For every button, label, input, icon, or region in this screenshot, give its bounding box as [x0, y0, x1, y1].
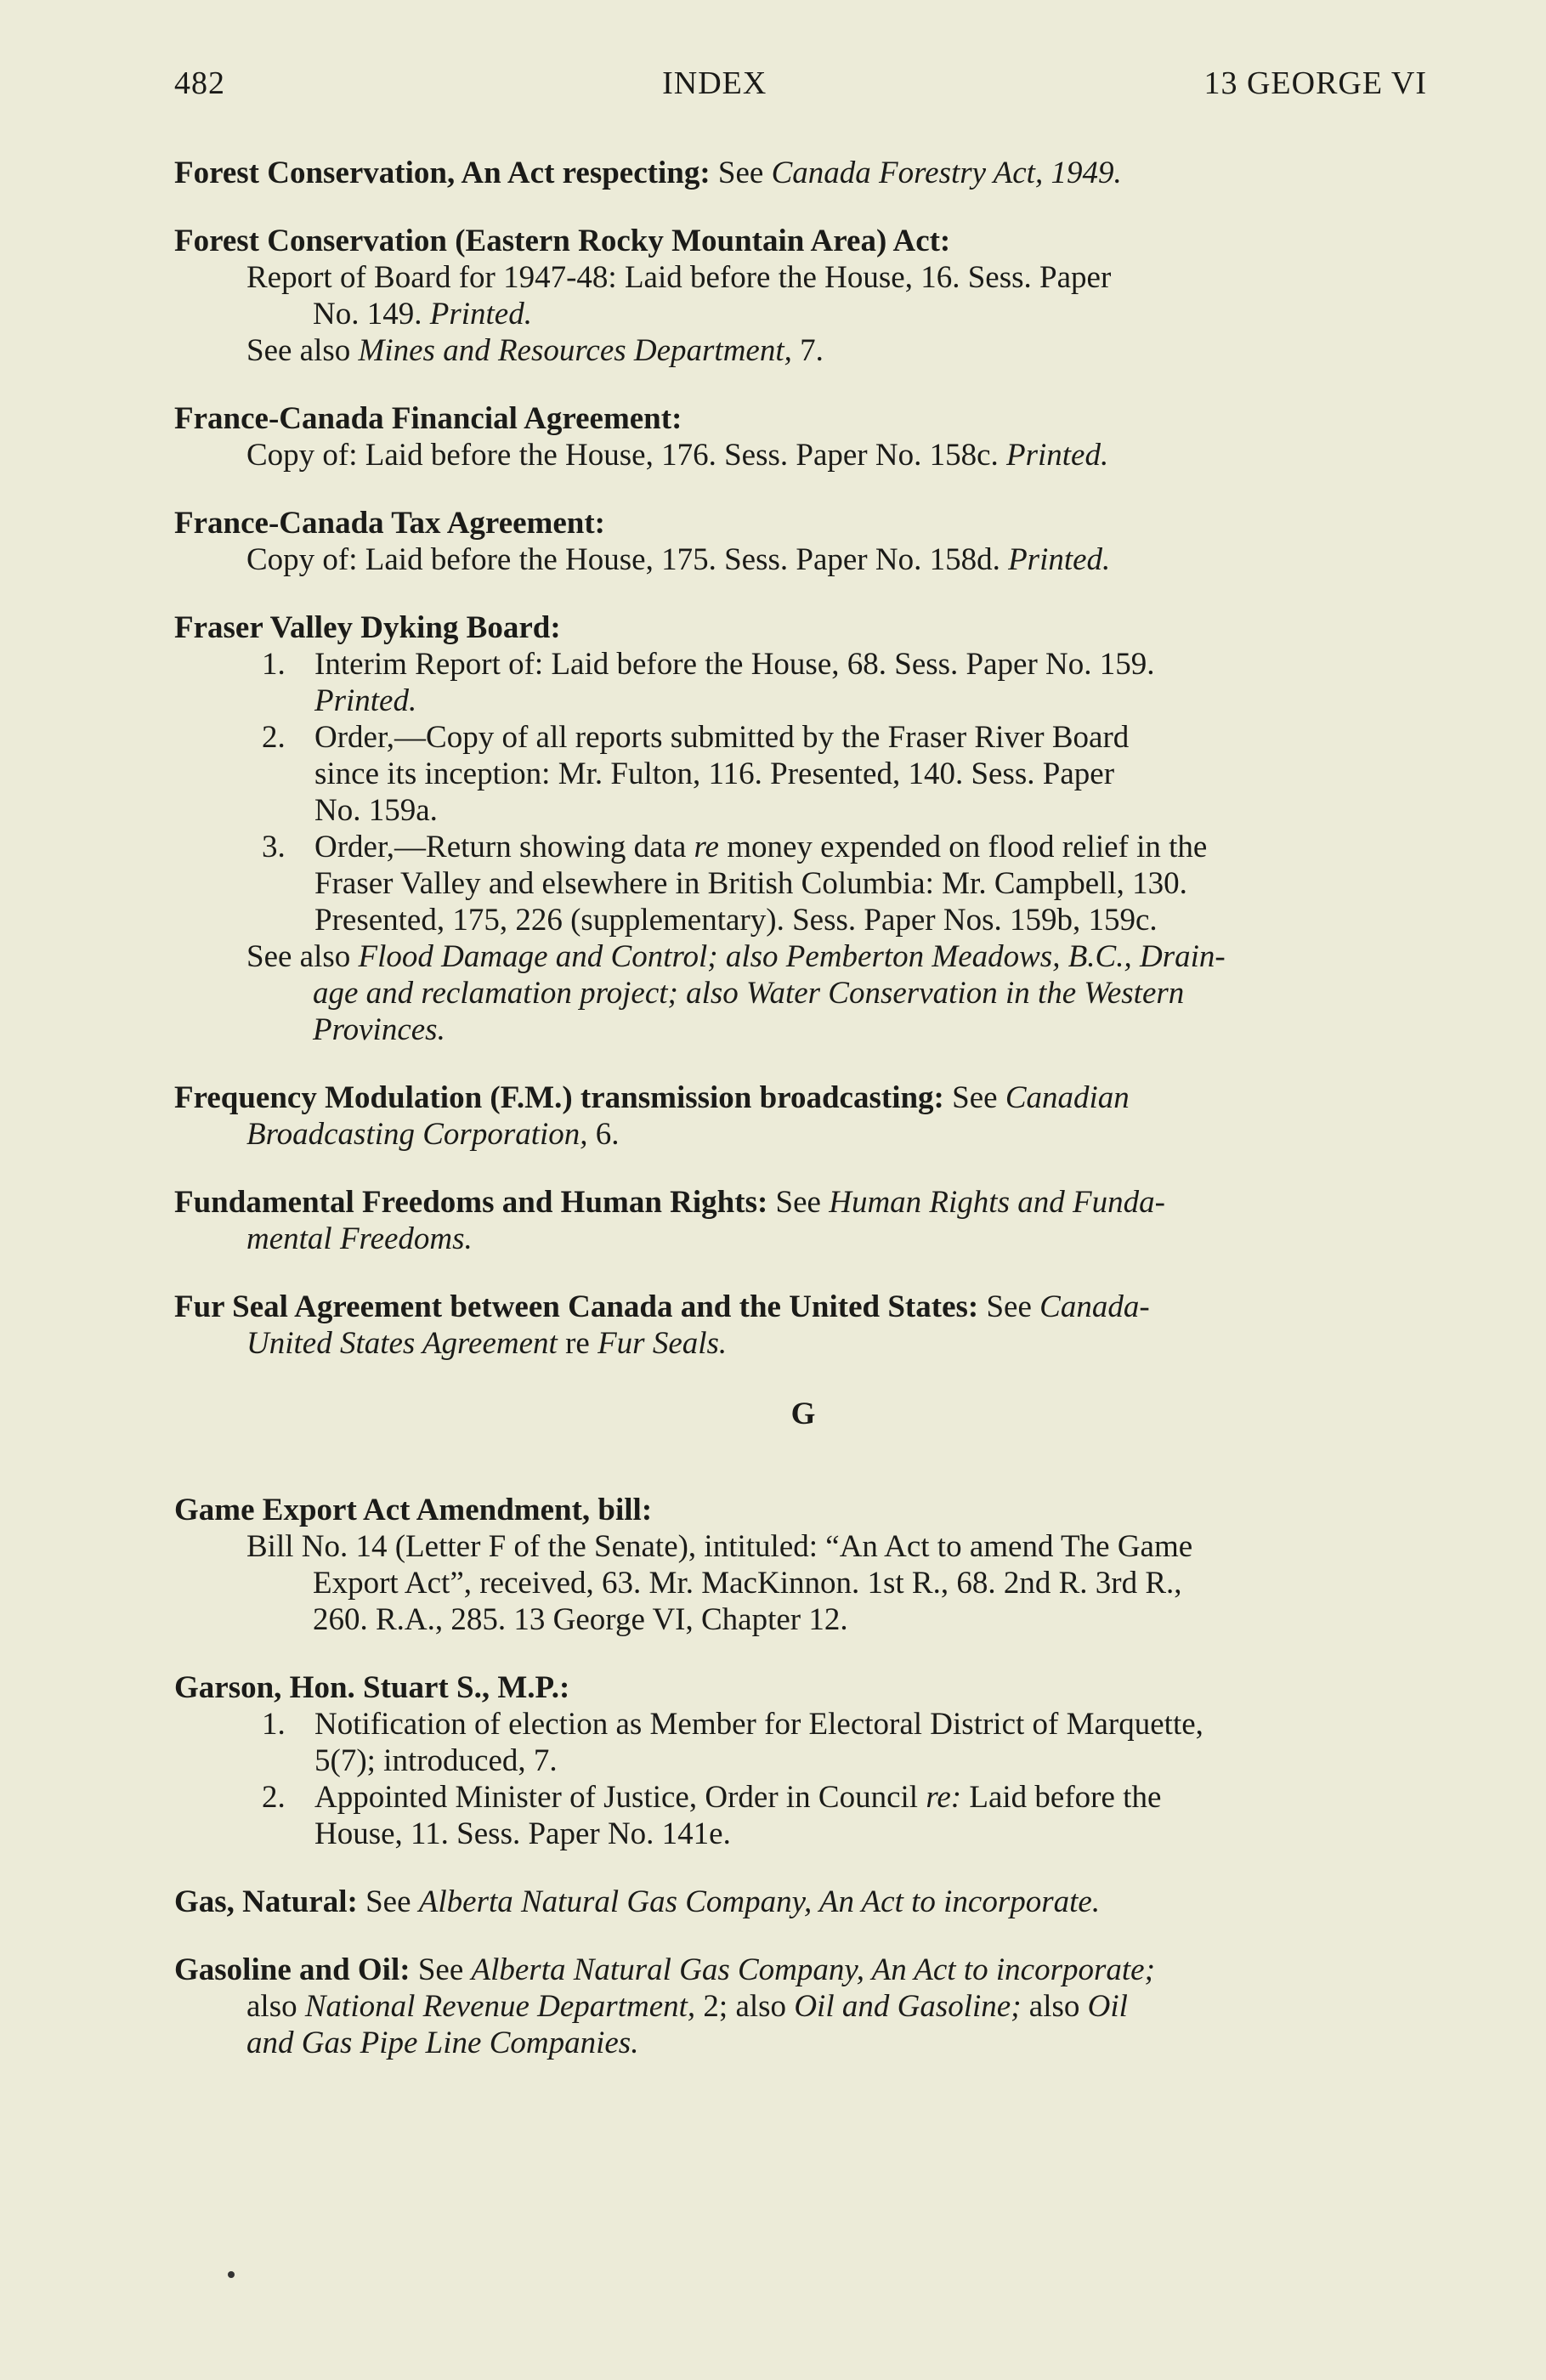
- entry-heading: France-Canada Financial Agreement:: [174, 401, 682, 436]
- cross-reference: and Gas Pipe Line Companies.: [246, 2026, 639, 2060]
- entry-heading: Game Export Act Amendment, bill:: [174, 1493, 653, 1527]
- entry-forest-conservation-act: [174, 155, 1432, 191]
- see-label: also: [246, 1989, 297, 2024]
- regnal-year: 13 GEORGE VI: [1203, 65, 1427, 101]
- cross-reference: United States Agreement: [246, 1326, 558, 1361]
- cross-reference: National Revenue Department,: [304, 1989, 696, 2024]
- text-line: Report of Board for 1947-48: Laid before the House, 16. Sess. Paper: [246, 260, 1112, 295]
- entry-france-canada-financial: [174, 400, 1432, 473]
- entry-text: [174, 437, 1432, 473]
- entry-frequency-modulation: [174, 1080, 1432, 1153]
- text-line: 5(7); introduced, 7.: [314, 1743, 558, 1778]
- printed-label: Printed.: [429, 297, 532, 332]
- entry-france-canada-tax: [174, 505, 1432, 578]
- section-letter: G: [790, 1397, 816, 1431]
- re-label: re: [694, 830, 719, 864]
- list-item: [174, 1779, 1432, 1852]
- text-line: House, 11. Sess. Paper No. 141e.: [314, 1816, 731, 1851]
- text-line: 260. R.A., 285. 13 George VI, Chapter 12.: [313, 1602, 848, 1637]
- text-line: Laid before the: [969, 1780, 1162, 1815]
- entry-heading: France-Canada Tax Agreement:: [174, 506, 605, 541]
- cross-reference: mental Freedoms.: [246, 1221, 473, 1256]
- entry-heading: Forest Conservation, An Act respecting:: [174, 156, 711, 190]
- re-label: re:: [926, 1780, 962, 1815]
- cross-reference: Fur Seals.: [597, 1326, 728, 1361]
- cross-reference: age and reclamation project; also Water Conservation in the Western: [313, 976, 1185, 1011]
- item-number: 2.: [262, 720, 286, 755]
- page-ref: 6.: [595, 1117, 620, 1152]
- item-number: 2.: [262, 1780, 286, 1815]
- cross-reference: Alberta Natural Gas Company, An Act to incorporate;: [471, 1952, 1155, 1987]
- text-line: Copy of: Laid before the House, 175. Sess. Paper No. 158d.: [246, 542, 1000, 577]
- text-line: Interim Report of: Laid before the House, 68. Sess. Paper No. 159.: [314, 647, 1155, 682]
- list-item: [174, 646, 1432, 719]
- list-item: [174, 1706, 1432, 1779]
- entry-text: [174, 259, 1432, 332]
- text-line: No. 159a.: [314, 793, 438, 828]
- text-line: Notification of election as Member for Electoral District of Marquette,: [314, 1707, 1203, 1742]
- running-head: [174, 65, 1427, 102]
- entry-heading: Frequency Modulation (F.M.) transmission broadcasting:: [174, 1080, 944, 1115]
- list-item: [174, 829, 1432, 938]
- cross-reference: Oil and Gasoline;: [794, 1989, 1022, 2024]
- text-line: Order,—Copy of all reports submitted by the Fraser River Board: [314, 720, 1130, 755]
- ink-speck: [228, 2271, 235, 2278]
- text-line: Order,—Return showing data: [314, 830, 687, 864]
- entry-fur-seal: [174, 1289, 1432, 1362]
- cross-reference: Alberta Natural Gas Company, An Act to incorporate.: [418, 1884, 1101, 1919]
- text-line: Bill No. 14 (Letter F of the Senate), intituled: “An Act to amend The Game: [246, 1529, 1193, 1564]
- item-number: 3.: [262, 830, 286, 864]
- entry-game-export: [174, 1492, 1432, 1638]
- cross-reference: Broadcasting Corporation,: [246, 1117, 588, 1152]
- see-also: [174, 332, 1432, 369]
- entry-heading: Garson, Hon. Stuart S., M.P.:: [174, 1670, 570, 1705]
- text-line: money expended on flood relief in the: [727, 830, 1208, 864]
- cross-reference: Canadian: [1005, 1080, 1130, 1115]
- see-label: See: [717, 156, 764, 190]
- see-label: See also: [246, 333, 351, 368]
- entry-text: [174, 1528, 1432, 1638]
- entry-heading: Fur Seal Agreement between Canada and the United States:: [174, 1289, 979, 1324]
- see-label: See: [952, 1080, 998, 1115]
- text-line: No. 149.: [313, 297, 422, 332]
- entry-fundamental-freedoms: [174, 1184, 1432, 1257]
- see-also: [174, 938, 1432, 1048]
- entry-text: [174, 541, 1432, 578]
- text-line: Fraser Valley and elsewhere in British Columbia: Mr. Campbell, 130.: [314, 866, 1187, 901]
- see-label: See: [417, 1952, 464, 1987]
- page-number: 482: [174, 65, 225, 101]
- entry-heading: Fraser Valley Dyking Board:: [174, 610, 561, 645]
- cross-reference: Canada-: [1039, 1289, 1150, 1324]
- entry-heading: Gas, Natural:: [174, 1884, 358, 1919]
- cross-reference: Mines and Resources Department,: [358, 333, 792, 368]
- entry-heading: Forest Conservation (Eastern Rocky Mountain Area) Act:: [174, 224, 951, 258]
- see-label: also: [1028, 1989, 1080, 2024]
- cross-reference: Canada Forestry Act, 1949.: [771, 156, 1122, 190]
- entry-heading: Fundamental Freedoms and Human Rights:: [174, 1185, 768, 1220]
- section-title: INDEX: [662, 65, 767, 101]
- printed-label: Printed.: [1008, 542, 1111, 577]
- see-label: See: [986, 1289, 1032, 1324]
- list-item: [174, 719, 1432, 829]
- entry-gasoline-oil: [174, 1952, 1432, 2061]
- entry-heading: Gasoline and Oil:: [174, 1952, 411, 1987]
- text-line: Export Act”, received, 63. Mr. MacKinnon. 1st R., 68. 2nd R. 3rd R.,: [313, 1566, 1182, 1601]
- text-line: Presented, 175, 226 (supplementary). Sess. Paper Nos. 159b, 159c.: [314, 903, 1158, 938]
- see-label: See: [365, 1884, 411, 1919]
- page-ref: 7.: [800, 333, 824, 368]
- cross-reference: Oil: [1087, 1989, 1128, 2024]
- entry-forest-conservation-rocky: [174, 223, 1432, 369]
- text-line: Copy of: Laid before the House, 176. Sess. Paper No. 158c.: [246, 438, 999, 473]
- see-label: See: [775, 1185, 821, 1220]
- item-number: 1.: [262, 1707, 286, 1742]
- text-line: Appointed Minister of Justice, Order in Council: [314, 1780, 919, 1815]
- printed-label: Printed.: [1006, 438, 1109, 473]
- page-ref: 2; also: [703, 1989, 787, 2024]
- entry-gas-natural: [174, 1884, 1432, 1920]
- re-label: re: [565, 1326, 590, 1361]
- entry-garson: [174, 1669, 1432, 1852]
- see-label: See also: [246, 939, 351, 974]
- index-body: [174, 155, 1432, 2093]
- text-line: since its inception: Mr. Fulton, 116. Presented, 140. Sess. Paper: [314, 756, 1115, 791]
- cross-reference: Flood Damage and Control; also Pemberton Meadows, B.C., Drain-: [358, 939, 1226, 974]
- cross-reference: Human Rights and Funda-: [829, 1185, 1165, 1220]
- entry-fraser-valley: [174, 609, 1432, 1048]
- printed-label: Printed.: [314, 683, 417, 718]
- cross-reference: Provinces.: [313, 1012, 445, 1047]
- item-number: 1.: [262, 647, 286, 682]
